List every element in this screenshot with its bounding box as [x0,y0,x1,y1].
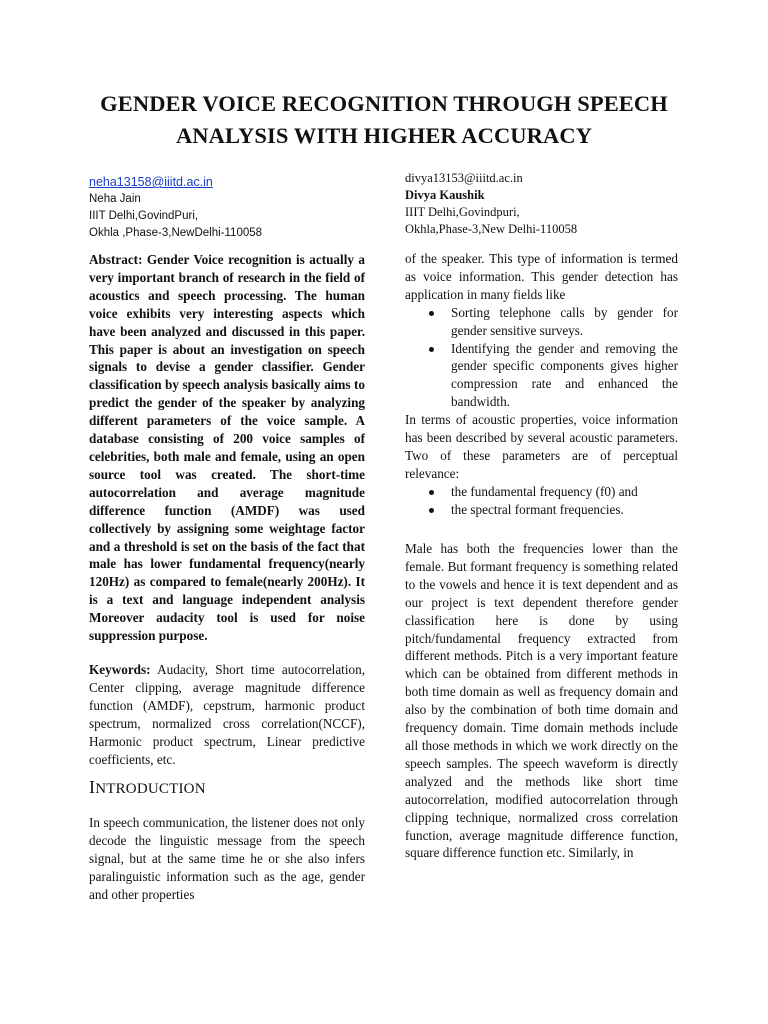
author-block-1 [89,174,365,242]
author-1-email-link[interactable]: neha13158@iiitd.ac.in [89,175,213,189]
body-paragraph-continued: of the speaker. This type of information is termed as voice information. This gender detection has application in many fields like [405,251,678,302]
abstract-text: Abstract: Gender Voice recognition is actually a very important branch of research in the field of acoustics and speech processing. The human voice exhibits very interesting aspects which have been analyzed and discussed in this paper. This paper is about an investigation on speech signals to devise a gender classifier. Gender classification by speech analysis basically aims to predict the gender of the speaker by analyzing different parameters of the voice sample. A database consisting of 200 voice samples of celebrities, both male and female, using an open source tool was created. The short-time autocorrelation and average magnitude difference function (AMDF) was used collectively by assigning some weightage factor and a threshold is set on the basis of the fact that male has lower fundamental frequency(nearly 120Hz) as compared to female(nearly 200Hz). It is a text and language independent analysis Moreover audacity tool is used for noise suppression purpose. [89,252,365,644]
author-1-name: Neha Jain [89,193,141,205]
author-1-affiliation-2: Okhla ,Phase-3,NewDelhi-110058 [89,227,263,239]
author-2-affiliation-2: Okhla,Phase-3,New Delhi-110058 [405,222,578,236]
paper-title-line-1: GENDER VOICE RECOGNITION THROUGH SPEECH [100,91,668,116]
body-paragraph-acoustic: In terms of acoustic properties, voice information has been described by several acoustic parameters. Two of these parameters are of perceptual relevance: [405,412,678,481]
keywords-text [89,661,365,768]
author-2-name: Divya Kaushik [405,188,485,202]
author-1-affiliation-1: IIIT Delhi,GovindPuri, [89,210,199,222]
abstract-section [89,251,365,645]
paper-title-line-2: ANALYSIS WITH HIGHER ACCURACY [175,123,593,148]
author-block-2 [405,170,678,238]
introduction-heading-initial: I [89,777,96,797]
right-column-body [405,250,678,519]
keywords-list: Audacity, Short time autocorrelation, Center clipping, average magnitude difference function (AMDF), cepstrum, harmonic product spectrum, normalized cross correlation(NCCF), Harmonic product spectrum, Linear predictive coefficients, etc. [89,662,365,767]
author-2-affiliation-1: IIIT Delhi,Govindpuri, [405,205,520,219]
author-2-email[interactable]: divya13153@iiitd.ac.in [405,171,523,185]
bullet-item: the fundamental frequency (f0) and [451,483,678,501]
application-bullet-list [405,304,678,411]
keywords-label: Keywords: [89,662,151,677]
bullet-item: Sorting telephone calls by gender for gender sensitive surveys. [451,304,678,338]
right-column-body-2 [405,540,678,862]
bullet-item: Identifying the gender and removing the gender specific components gives higher compression rate and enhanced the bandwidth. [451,340,678,410]
body-paragraph-pitch: Male has both the frequencies lower than the female. But formant frequency is something related to the vowels and hence it is text dependent and as our project is text dependent therefore gender classification here is done by using pitch/fundamental frequency extracted from different methods. Pitch is a very important feature which can be obtained from different methods in both time domain as well as frequency domain and also by the combination of both time domain and frequency domain. Time domain methods include all those methods in which we work directly on the speech samples. The speech waveform is directly analyzed and the methods like short time autocorrelation, modified autocorrelation through clipping technique, normalized cross correlation function, average magnitude difference function, square difference function etc. Similarly, in [405,541,678,861]
introduction-section [89,814,365,904]
bullet-item: the spectral formant frequencies. [451,501,678,519]
introduction-heading [89,777,365,798]
keywords-section [89,661,365,768]
parameter-bullet-list [405,483,678,519]
paper-title [60,88,708,152]
introduction-heading-rest: NTRODUCTION [95,781,206,797]
introduction-paragraph-1: In speech communication, the listener does not only decode the linguistic message from the speech signal, but at the same time he or she also infers paralinguistic information such as the age, gender and other properties [89,815,365,902]
